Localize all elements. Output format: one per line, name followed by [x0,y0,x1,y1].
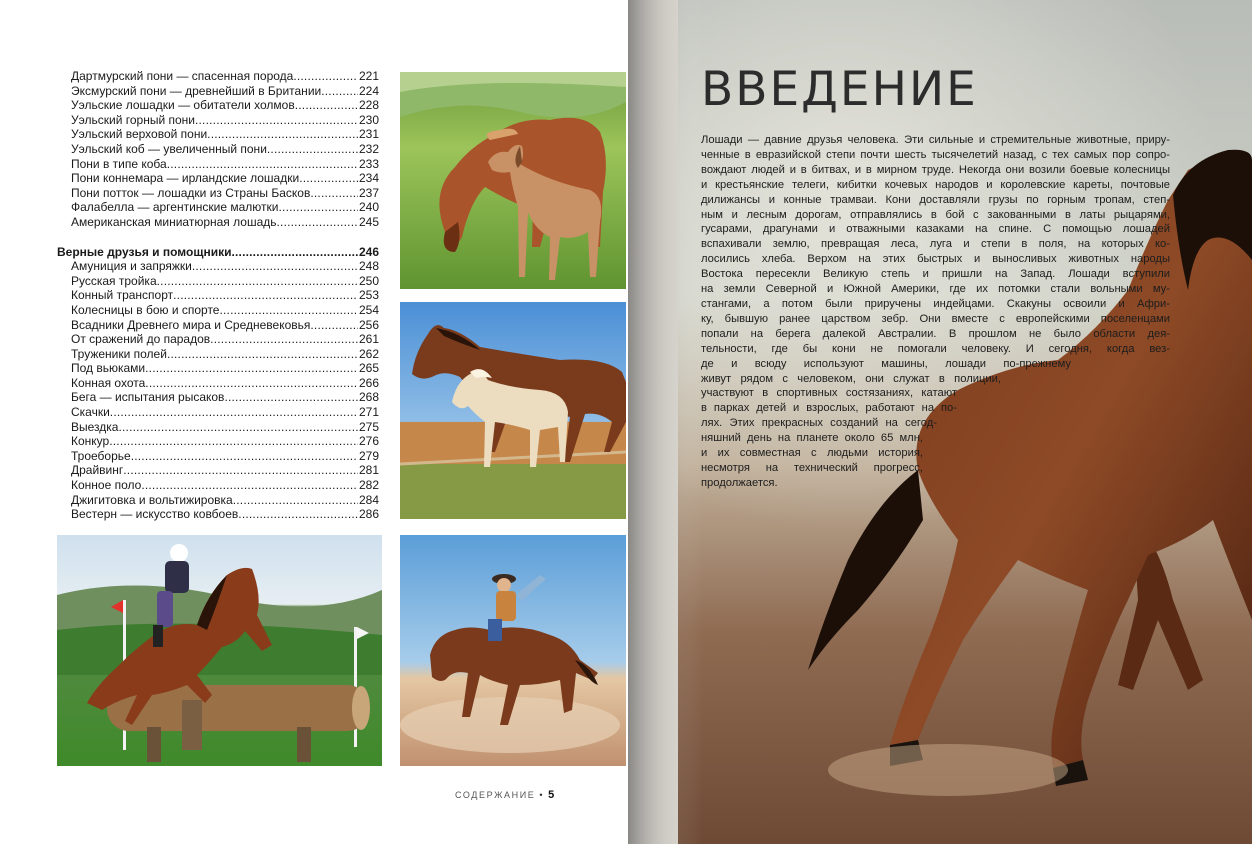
intro-text-line: стангами, а потом были приручены индейцами. Скакуны освоили и Афри- [701,297,1170,310]
toc-entry[interactable] [57,215,379,230]
toc-entry[interactable] [57,361,379,376]
toc-leader-dots [110,405,358,420]
toc-entry-page: 231 [358,127,379,142]
toc-entry-title: Уэльский коб — увеличенный пони [71,141,267,156]
toc-entry-page: 276 [358,434,379,449]
toc-leader-dots [131,449,358,464]
toc-leader-dots [219,303,357,318]
toc-leader-dots [238,507,358,522]
intro-text-line: гусарами, драгунами и отважными казаками на спине. С помощью лошадей [701,223,1170,236]
intro-text-line: ченные в евразийской степи почти шесть тысячелетий назад, с тех самых пор сопро- [701,148,1170,161]
toc-leader-dots [321,84,358,99]
toc-entry-title: Амуниция и запряжки [71,259,192,274]
toc-entry-title: Фалабелла — аргентинские малютки [71,200,279,215]
toc-section-page: 246 [358,244,379,259]
toc-entry-page: 254 [358,302,379,317]
intro-text-line: лосились хлеба. Верхом на этих быстрых и выносливых животных народы [701,253,1170,266]
toc-entry[interactable] [57,186,379,201]
toc-entry-title: Вестерн — искусство ковбоев [71,507,239,522]
toc-entry[interactable] [57,376,379,391]
toc-entry-page: 233 [358,156,379,171]
toc-entry-title: Конное поло [71,478,142,493]
toc-entry[interactable] [57,127,379,142]
toc-entry[interactable] [57,493,379,508]
toc-group-1 [57,69,379,230]
toc-entry[interactable] [57,318,379,333]
toc-entry-page: 240 [358,200,379,215]
toc-leader-dots [267,142,358,157]
toc-entry-page: 250 [358,273,379,288]
toc-leader-dots [157,274,358,289]
toc-entry[interactable] [57,171,379,186]
toc-leader-dots [277,215,358,230]
toc-leader-dots [109,434,358,449]
toc-entry-page: 266 [358,375,379,390]
intro-text-line: Лошади — давние друзья человека. Эти сильные и стремительные животные, приру- [701,134,1170,146]
toc-leader-dots [145,376,358,391]
intro-text-line: ным и лесным дорогам, отправлялись в бой с закованными в латы рыцарями, [701,208,1170,221]
toc-entry-page: 275 [358,419,379,434]
toc-entry-title: Скачки [71,405,110,420]
intro-text-line: дилижансы и конные трамваи. Кони доставляли грузы по горным тропам, степ- [701,193,1170,206]
toc-entry-title: Труженики полей [71,346,167,361]
toc-leader-dots [192,259,358,274]
intro-text-line: ку, бывшую ранее царством зебр. Они вместе с европейскими поселенцами [701,312,1170,325]
toc-entry[interactable] [57,113,379,128]
toc-entry-page: 279 [358,448,379,463]
toc-group-2 [57,259,379,522]
toc-leader-dots [141,478,358,493]
toc-leader-dots [233,493,358,508]
toc-entry-title: Драйвинг [71,463,124,478]
toc-entry-title: Уэльский верховой пони [71,127,208,142]
toc-entry-page: 261 [358,332,379,347]
intro-text-line: и их совместная с людьми история, [701,447,923,460]
toc-entry[interactable] [57,98,379,113]
toc-leader-dots [195,113,358,128]
toc-entry[interactable] [57,347,379,362]
toc-entry-page: 248 [358,259,379,274]
toc-leader-dots [123,463,358,478]
toc-entry-page: 232 [358,141,379,156]
toc-leader-dots [207,127,358,142]
toc-entry-title: Уэльский горный пони [71,112,195,127]
toc-entry-page: 228 [358,98,379,113]
toc-entry-page: 253 [358,288,379,303]
toc-entry[interactable] [57,84,379,99]
toc-leader-dots [210,332,358,347]
toc-entry-page: 262 [358,346,379,361]
toc-leader-dots [118,420,358,435]
toc-entry-title: Пони коннемара — ирландские лошадки [71,171,300,186]
toc-entry-title: Бега — испытания рысаков [71,390,225,405]
right-page [628,0,1252,844]
toc-entry-title: Под вьюками [71,361,146,376]
toc-entry[interactable] [57,274,379,289]
toc-entry[interactable] [57,200,379,215]
intro-text-line: няшний день на планете около 65 млн, [701,432,923,445]
toc-entry-page: 256 [358,317,379,332]
toc-entry-title: Конный транспорт [71,288,174,303]
toc-entry-title: Американская миниатюрная лошадь [71,214,277,229]
intro-text-line: тельности, где бы кони не помогали человеку. И сегодня, когда вез- [701,342,1170,355]
toc-entry[interactable] [57,142,379,157]
toc-entry-page: 237 [358,185,379,200]
toc-entry[interactable] [57,507,379,522]
toc-leader-dots [310,318,358,333]
toc-entry[interactable] [57,405,379,420]
toc-section-heading[interactable] [57,245,379,260]
toc-entry-title: Троеборье [71,448,131,463]
toc-entry[interactable] [57,449,379,464]
toc-entry-title: Джигитовка и вольтижировка [71,492,233,507]
intro-text-line: несмотря на технический прогресс, [701,461,923,474]
toc-entry-page: 221 [358,69,379,83]
toc-entry[interactable] [57,259,379,274]
intro-text-line: участвуют в спортивных состязаниях, катают [701,387,957,400]
photo-running-horses [400,302,626,519]
toc-entry-page: 265 [358,361,379,376]
toc-entry-title: Пони потток — лошадки из Страны Басков [71,185,311,200]
toc-entry-page: 268 [358,390,379,405]
toc-entry[interactable] [57,478,379,493]
toc-entry-title: Дартмурский пони — спасенная порода [71,69,294,83]
toc-leader-dots [167,347,358,362]
toc-section-title: Верные друзья и помощники [57,244,232,259]
toc-entry-title: Колесницы в бою и спорте [71,302,220,317]
intro-text-line: вспахивали землю, превращая леса, луга и степи в поля, на которых ко- [701,238,1170,251]
toc-entry-page: 234 [358,171,379,186]
toc-leader-dots [167,157,358,172]
toc-entry[interactable] [57,69,379,84]
toc-entry-title: Пони в типе коба [71,156,167,171]
toc-entry-title: Конкур [71,434,110,449]
intro-text-line: вождают людей и в битвах, и в мирном труде. Некогда они возили боевые колесницы [701,163,1170,176]
toc-leader-dots [299,171,358,186]
photo-cross-country-jump [57,535,382,766]
toc-leader-dots [279,200,358,215]
toc-leader-dots [310,186,358,201]
intro-text-line: живут рядом с человеком, они служат в полиции, [701,372,1001,385]
toc-entry-page: 271 [358,405,379,420]
footer-section-label: СОДЕРЖАНИЕ [455,790,536,800]
table-of-contents [57,69,379,522]
intro-text-line: в парках детей и взрослых, работают на по- [701,402,957,415]
page-number: 5 [548,789,555,801]
toc-leader-dots [173,288,358,303]
page-footer [455,789,554,801]
toc-entry-page: 286 [358,507,379,522]
toc-entry-title: Эксмурский пони — древнейший в Британии [71,83,322,98]
toc-leader-dots [293,69,358,84]
toc-leader-dots [295,98,358,113]
photo-rodeo-bronc [400,535,626,766]
photo-mare-and-foal [400,72,626,289]
toc-entry-page: 282 [358,478,379,493]
intro-text-line: попали на берега далекой Австралии. В прошлом не было области дея- [701,327,1170,340]
toc-entry-page: 281 [358,463,379,478]
toc-entry[interactable] [57,303,379,318]
toc-entry-title: Уэльские лошадки — обитатели холмов [71,98,295,113]
toc-entry-title: Конная охота [71,375,146,390]
toc-entry-page: 245 [358,214,379,229]
intro-text-line: лях. Этих прекрасных созданий на сегод- [701,417,937,430]
toc-entry[interactable] [57,332,379,347]
toc-entry-page: 230 [358,112,379,127]
footer-separator: • [539,790,545,800]
toc-entry[interactable] [57,390,379,405]
page-title: ВВЕДЕНИЕ [701,62,978,117]
toc-entry[interactable] [57,463,379,478]
toc-entry[interactable] [57,157,379,172]
intro-text-line: де и всюду используют машины, лошади по-прежнему [701,357,1071,370]
toc-entry-title: От сражений до парадов [71,332,211,347]
toc-entry[interactable] [57,420,379,435]
toc-entry-page: 284 [358,492,379,507]
intro-text-line: Востока пересекли Великую степь и пришли на Запад. Лошади вступили [701,268,1170,281]
toc-leader-dots [145,361,358,376]
intro-body-text [701,133,1170,491]
toc-entry[interactable] [57,434,379,449]
toc-entry[interactable] [57,288,379,303]
toc-leader-dots [231,245,358,260]
toc-entry-title: Выездка [71,419,119,434]
intro-text-line: и крестьянские телеги, кибитки кочевых народов и королевские кареты, почтовые [701,178,1170,191]
intro-text-line: на земли Северной и Южной Америки, где их потомки стали вольными му- [701,283,1170,296]
toc-entry-title: Всадники Древнего мира и Средневековья [71,317,311,332]
toc-leader-dots [224,390,358,405]
toc-entry-page: 224 [358,83,379,98]
toc-entry-title: Русская тройка [71,273,157,288]
intro-text-line: продолжается. [701,476,778,489]
